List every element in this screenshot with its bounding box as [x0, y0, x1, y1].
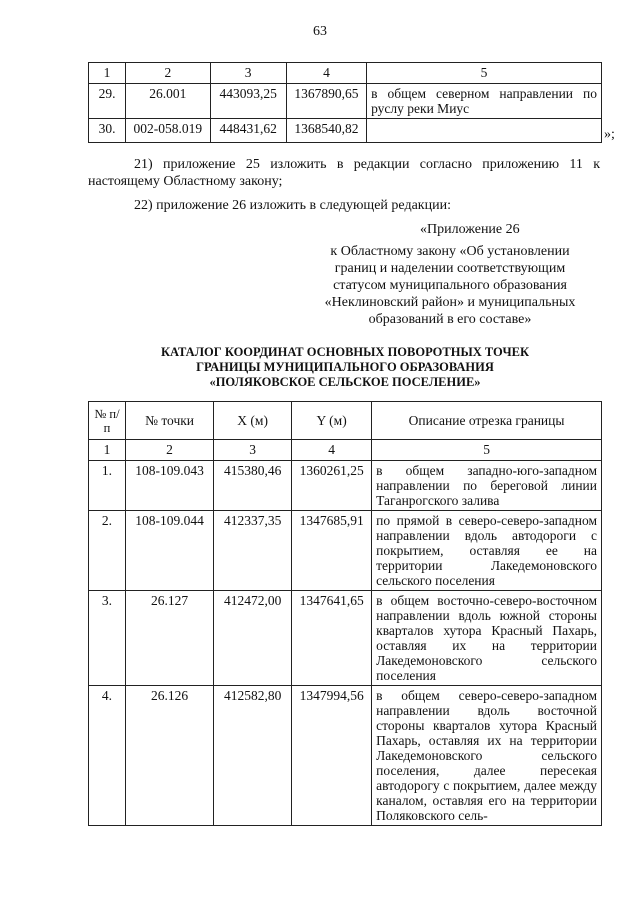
row-num: 30. — [89, 119, 126, 143]
index-cell: 5 — [372, 440, 602, 461]
coordinates-table — [88, 401, 602, 826]
table-row — [89, 119, 602, 143]
index-cell: 2 — [125, 440, 213, 461]
appendix-line: статусом муниципального образования — [333, 278, 567, 293]
row-num: 4. — [89, 686, 126, 826]
row-point: 108-109.043 — [125, 461, 213, 511]
row-num: 1. — [89, 461, 126, 511]
row-point: 26.127 — [125, 591, 213, 686]
appendix-title: «Приложение 26 — [420, 222, 520, 237]
row-desc: в общем западно-юго-западном направлении по береговой линии Таганрогского залива — [372, 461, 602, 511]
appendix-line: границ и наделении соответствующим — [334, 261, 566, 276]
catalog-title-line: ГРАНИЦЫ МУНИЦИПАЛЬНОГО ОБРАЗОВАНИЯ — [196, 360, 494, 374]
row-point: 108-109.044 — [125, 511, 213, 591]
header-x: X (м) — [214, 402, 292, 440]
row-y: 1367890,65 — [286, 84, 366, 119]
index-cell: 3 — [214, 440, 292, 461]
header-desc: Описание отрезка границы — [372, 402, 602, 440]
paragraph-21: 21) приложение 25 изложить в редакции согласно приложению 11 к настоящему Областному закону; — [88, 157, 600, 189]
row-point: 26.001 — [126, 84, 210, 119]
row-num: 2. — [89, 511, 126, 591]
table-row — [89, 461, 602, 511]
table-row — [89, 84, 602, 119]
top-header-cell: 4 — [286, 63, 366, 84]
appendix-line: к Областному закону «Об установлении — [330, 244, 570, 259]
row-x: 412337,35 — [214, 511, 292, 591]
row-y: 1347641,65 — [292, 591, 372, 686]
appendix-text — [300, 243, 600, 328]
row-x: 443093,25 — [210, 84, 286, 119]
top-header-cell: 5 — [367, 63, 602, 84]
top-table — [88, 62, 602, 143]
table-row — [89, 686, 602, 826]
table-row — [89, 591, 602, 686]
appendix-line: «Неклиновский район» и муниципальных — [324, 295, 576, 310]
row-x: 412472,00 — [214, 591, 292, 686]
row-num: 29. — [89, 84, 126, 119]
header-y: Y (м) — [292, 402, 372, 440]
row-y: 1360261,25 — [292, 461, 372, 511]
top-header-cell: 3 — [210, 63, 286, 84]
row-desc: по прямой в северо-северо-западном направлении вдоль автодороги с покрытием, оставляя ее на территории Лакедемоновского сельского поселения — [372, 511, 602, 591]
catalog-title-line: КАТАЛОГ КООРДИНАТ ОСНОВНЫХ ПОВОРОТНЫХ ТОЧЕК — [160, 345, 530, 359]
paragraph-22: 22) приложение 26 изложить в следующей редакции: — [134, 198, 451, 213]
row-desc: в общем северо-северо-западном направлении вдоль восточной стороны кварталов хутора Красный Пахарь, оставляя их на территории Лакедемоновского сельского поселения, далее пересекая автодорогу с покрытием, далее между каналом, оставляя его на территории Поляковского сель- — [372, 686, 602, 826]
row-y: 1347685,91 — [292, 511, 372, 591]
top-header-cell: 2 — [126, 63, 210, 84]
table-row — [89, 511, 602, 591]
catalog-title — [90, 345, 600, 390]
top-table-header-row — [89, 63, 602, 84]
row-point: 002-058.019 — [126, 119, 210, 143]
catalog-title-line: «ПОЛЯКОВСКОЕ СЕЛЬСКОЕ ПОСЕЛЕНИЕ» — [209, 375, 481, 389]
index-cell: 4 — [292, 440, 372, 461]
row-num: 3. — [89, 591, 126, 686]
row-x: 412582,80 — [214, 686, 292, 826]
row-desc: в общем северном направлении по руслу реки Миус — [367, 84, 602, 119]
row-desc — [367, 119, 602, 143]
appendix-line: образований в его составе» — [368, 312, 532, 327]
table-header-row — [89, 402, 602, 440]
row-x: 415380,46 — [214, 461, 292, 511]
table-index-row — [89, 440, 602, 461]
row-point: 26.126 — [125, 686, 213, 826]
closing-quote: »; — [604, 127, 615, 142]
page-number: 63 — [313, 24, 327, 39]
row-x: 448431,62 — [210, 119, 286, 143]
header-point: № точки — [125, 402, 213, 440]
row-y: 1368540,82 — [286, 119, 366, 143]
row-desc: в общем восточно-северо-восточном направлении вдоль южной стороны кварталов хутора Красный Пахарь, оставляя их на территории Лакедемоновского сельского поселения — [372, 591, 602, 686]
header-num: № п/п — [89, 402, 126, 440]
top-header-cell: 1 — [89, 63, 126, 84]
row-y: 1347994,56 — [292, 686, 372, 826]
index-cell: 1 — [89, 440, 126, 461]
